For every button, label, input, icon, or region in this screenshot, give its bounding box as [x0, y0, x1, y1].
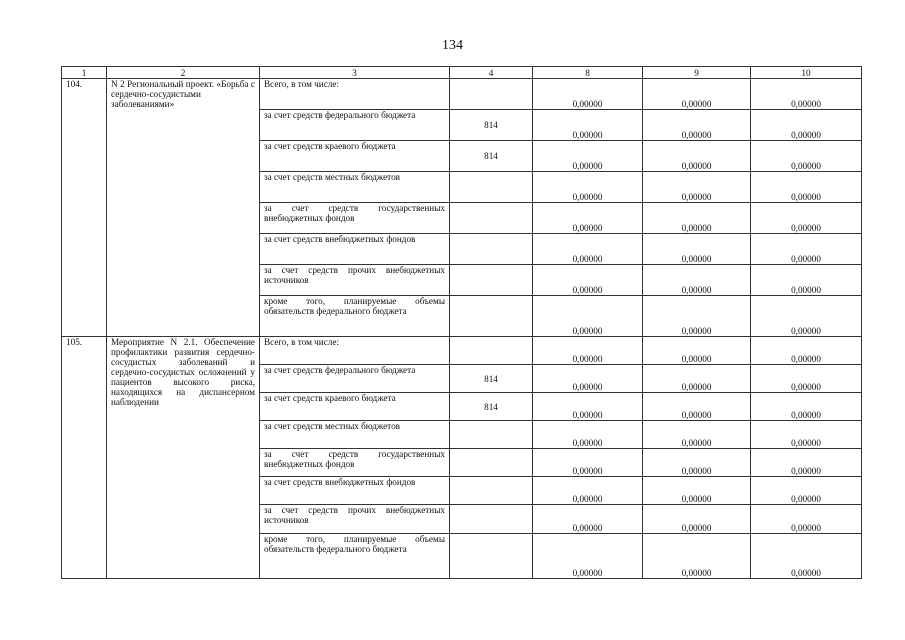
value-col-8: 0,00000 — [533, 79, 643, 110]
value-col-8: 0,00000 — [533, 393, 643, 421]
value-col-8: 0,00000 — [533, 421, 643, 449]
value-col-9: 0,00000 — [643, 172, 751, 203]
value-col-9: 0,00000 — [643, 234, 751, 265]
value-col-8: 0,00000 — [533, 296, 643, 337]
value-col-9: 0,00000 — [643, 365, 751, 393]
value-col-10: 0,00000 — [751, 421, 862, 449]
funding-source: за счет средств прочих внебюджетных источников — [260, 265, 450, 296]
value-col-8: 0,00000 — [533, 365, 643, 393]
budget-table — [61, 66, 862, 579]
value-col-9: 0,00000 — [643, 265, 751, 296]
funding-source: за счет средств краевого бюджета — [260, 141, 450, 172]
funding-source: кроме того, планируемые объемы обязательств федерального бюджета — [260, 534, 450, 579]
value-col-8: 0,00000 — [533, 534, 643, 579]
page-number: 134 — [442, 38, 463, 53]
row-number: 105. — [62, 337, 107, 579]
value-col-8: 0,00000 — [533, 203, 643, 234]
value-col-8: 0,00000 — [533, 449, 643, 477]
budget-code — [450, 449, 533, 477]
value-col-10: 0,00000 — [751, 203, 862, 234]
budget-code — [450, 337, 533, 365]
value-col-9: 0,00000 — [643, 79, 751, 110]
funding-source: за счет средств государственных внебюджетных фондов — [260, 203, 450, 234]
funding-source: за счет средств государственных внебюджетных фондов — [260, 449, 450, 477]
value-col-10: 0,00000 — [751, 477, 862, 505]
budget-code — [450, 421, 533, 449]
table-row — [62, 79, 862, 110]
column-header: 3 — [260, 67, 450, 79]
budget-code — [450, 477, 533, 505]
header-row — [62, 67, 862, 79]
column-header: 10 — [751, 67, 862, 79]
value-col-8: 0,00000 — [533, 141, 643, 172]
measure-name: Мероприятие N 2.1. Обеспечение профилактики развития сердечно-сосудистых заболеваний и сердечно-сосудистых осложнений у пациентов высокого риска, находящихся на диспансерном наблюдении — [107, 337, 260, 579]
value-col-10: 0,00000 — [751, 172, 862, 203]
funding-source: за счет средств внебюджетных фондов — [260, 477, 450, 505]
budget-code: 814 — [450, 393, 533, 421]
budget-code — [450, 265, 533, 296]
row-number: 104. — [62, 79, 107, 337]
table-row — [62, 337, 862, 365]
value-col-8: 0,00000 — [533, 477, 643, 505]
funding-source: за счет средств прочих внебюджетных источников — [260, 505, 450, 534]
value-col-9: 0,00000 — [643, 337, 751, 365]
value-col-8: 0,00000 — [533, 234, 643, 265]
value-col-8: 0,00000 — [533, 110, 643, 141]
value-col-9: 0,00000 — [643, 505, 751, 534]
funding-source: за счет средств местных бюджетов — [260, 421, 450, 449]
value-col-8: 0,00000 — [533, 172, 643, 203]
value-col-8: 0,00000 — [533, 265, 643, 296]
budget-code — [450, 79, 533, 110]
funding-source: за счет средств федерального бюджета — [260, 110, 450, 141]
value-col-10: 0,00000 — [751, 393, 862, 421]
project-name: N 2 Региональный проект. «Борьба с сердечно-сосудистыми заболеваниями» — [107, 79, 260, 337]
value-col-10: 0,00000 — [751, 449, 862, 477]
column-header: 9 — [643, 67, 751, 79]
value-col-10: 0,00000 — [751, 365, 862, 393]
value-col-8: 0,00000 — [533, 505, 643, 534]
value-col-9: 0,00000 — [643, 393, 751, 421]
funding-source: за счет средств местных бюджетов — [260, 172, 450, 203]
funding-source: за счет средств внебюджетных фондов — [260, 234, 450, 265]
budget-code — [450, 203, 533, 234]
value-col-9: 0,00000 — [643, 141, 751, 172]
value-col-9: 0,00000 — [643, 421, 751, 449]
budget-code — [450, 534, 533, 579]
column-header: 1 — [62, 67, 107, 79]
budget-code — [450, 234, 533, 265]
value-col-9: 0,00000 — [643, 477, 751, 505]
budget-code: 814 — [450, 365, 533, 393]
value-col-10: 0,00000 — [751, 110, 862, 141]
value-col-10: 0,00000 — [751, 337, 862, 365]
value-col-9: 0,00000 — [643, 110, 751, 141]
value-col-10: 0,00000 — [751, 265, 862, 296]
value-col-10: 0,00000 — [751, 234, 862, 265]
value-col-10: 0,00000 — [751, 296, 862, 337]
value-col-10: 0,00000 — [751, 534, 862, 579]
value-col-9: 0,00000 — [643, 203, 751, 234]
value-col-10: 0,00000 — [751, 505, 862, 534]
value-col-9: 0,00000 — [643, 296, 751, 337]
budget-code — [450, 505, 533, 534]
budget-code: 814 — [450, 110, 533, 141]
funding-source: за счет средств федерального бюджета — [260, 365, 450, 393]
value-col-9: 0,00000 — [643, 449, 751, 477]
column-header: 2 — [107, 67, 260, 79]
column-header: 8 — [533, 67, 643, 79]
value-col-10: 0,00000 — [751, 79, 862, 110]
funding-source: кроме того, планируемые объемы обязательств федерального бюджета — [260, 296, 450, 337]
funding-source: Всего, в том числе: — [260, 79, 450, 110]
value-col-9: 0,00000 — [643, 534, 751, 579]
budget-code: 814 — [450, 141, 533, 172]
column-header: 4 — [450, 67, 533, 79]
funding-source: за счет средств краевого бюджета — [260, 393, 450, 421]
value-col-10: 0,00000 — [751, 141, 862, 172]
funding-source: Всего, в том числе: — [260, 337, 450, 365]
value-col-8: 0,00000 — [533, 337, 643, 365]
budget-code — [450, 172, 533, 203]
budget-code — [450, 296, 533, 337]
